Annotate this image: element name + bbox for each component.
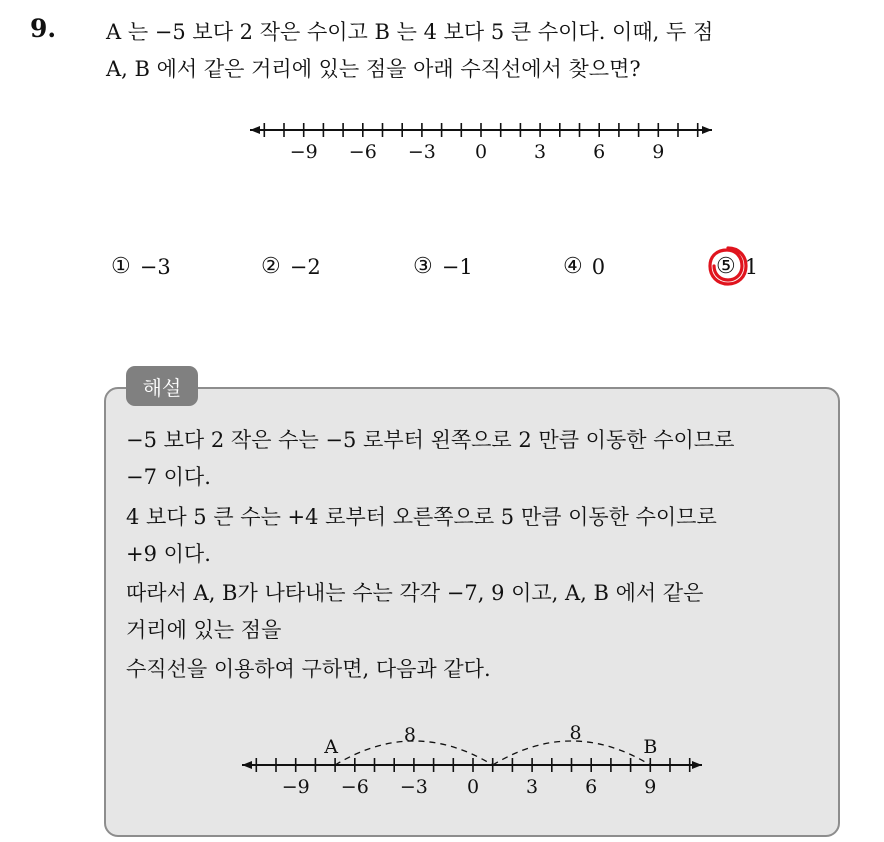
sol-point-a-label: A	[324, 736, 338, 758]
choice-4-value: 0	[591, 254, 606, 279]
solution-tag: 해설	[126, 366, 198, 406]
choice-5-mark: ⑤	[716, 254, 736, 279]
nl-label: −9	[289, 141, 318, 163]
solution-line-6: 거리에 있는 점을	[126, 618, 282, 642]
nl-label: 9	[652, 141, 665, 163]
sol-label: −3	[399, 776, 428, 798]
solution-line-5: 따라서 A, B가 나타내는 수는 각각 −7, 9 이고, A, B 에서 같은	[126, 581, 704, 605]
sol-distance-label-b: 8	[569, 722, 582, 744]
question-number: 9.	[30, 14, 57, 43]
sol-label: 3	[526, 776, 539, 798]
choice-2-mark: ②	[261, 254, 281, 279]
nl-label: 3	[534, 141, 547, 163]
solution-line-7: 수직선을 이용하여 구하면, 다음과 같다.	[126, 657, 491, 681]
sol-label: 9	[644, 776, 657, 798]
nl-label: 0	[474, 141, 488, 163]
choice-3-value: −1	[441, 254, 473, 279]
sol-label: 6	[585, 776, 598, 798]
solution-line-3: 4 보다 5 큰 수는 +4 로부터 오른쪽으로 5 만큼 이동한 수이므로	[126, 505, 717, 529]
sol-label: −6	[340, 776, 369, 798]
choice-3-mark: ③	[413, 254, 433, 279]
choice-1-value: −3	[139, 254, 171, 279]
choice-2-value: −2	[289, 254, 321, 279]
question-line-2: A, B 에서 같은 거리에 있는 점을 아래 수직선에서 찾으면?	[106, 57, 641, 81]
question-line-1: A 는 −5 보다 2 작은 수이고 B 는 4 보다 5 큰 수이다. 이때, 두 점	[106, 20, 714, 44]
sol-point-b-label: B	[643, 736, 658, 758]
sol-arrow-right-icon	[692, 761, 702, 769]
solution-line-4: +9 이다.	[126, 542, 211, 566]
sol-arrow-left-icon	[242, 761, 252, 769]
nl-label: −6	[348, 141, 377, 163]
solution-line-1: −5 보다 2 작은 수는 −5 로부터 왼쪽으로 2 만큼 이동한 수이므로	[126, 428, 735, 452]
sol-distance-label-a: 8	[403, 724, 416, 746]
choice-5-value: 1	[744, 254, 759, 279]
sol-label: 0	[466, 776, 480, 798]
nl-label: −3	[407, 141, 436, 163]
solution-line-2: −7 이다.	[126, 465, 211, 489]
choice-1-mark: ①	[111, 254, 131, 279]
sol-label: −9	[281, 776, 310, 798]
nl-label: 6	[593, 141, 606, 163]
choice-4-mark: ④	[563, 254, 583, 279]
